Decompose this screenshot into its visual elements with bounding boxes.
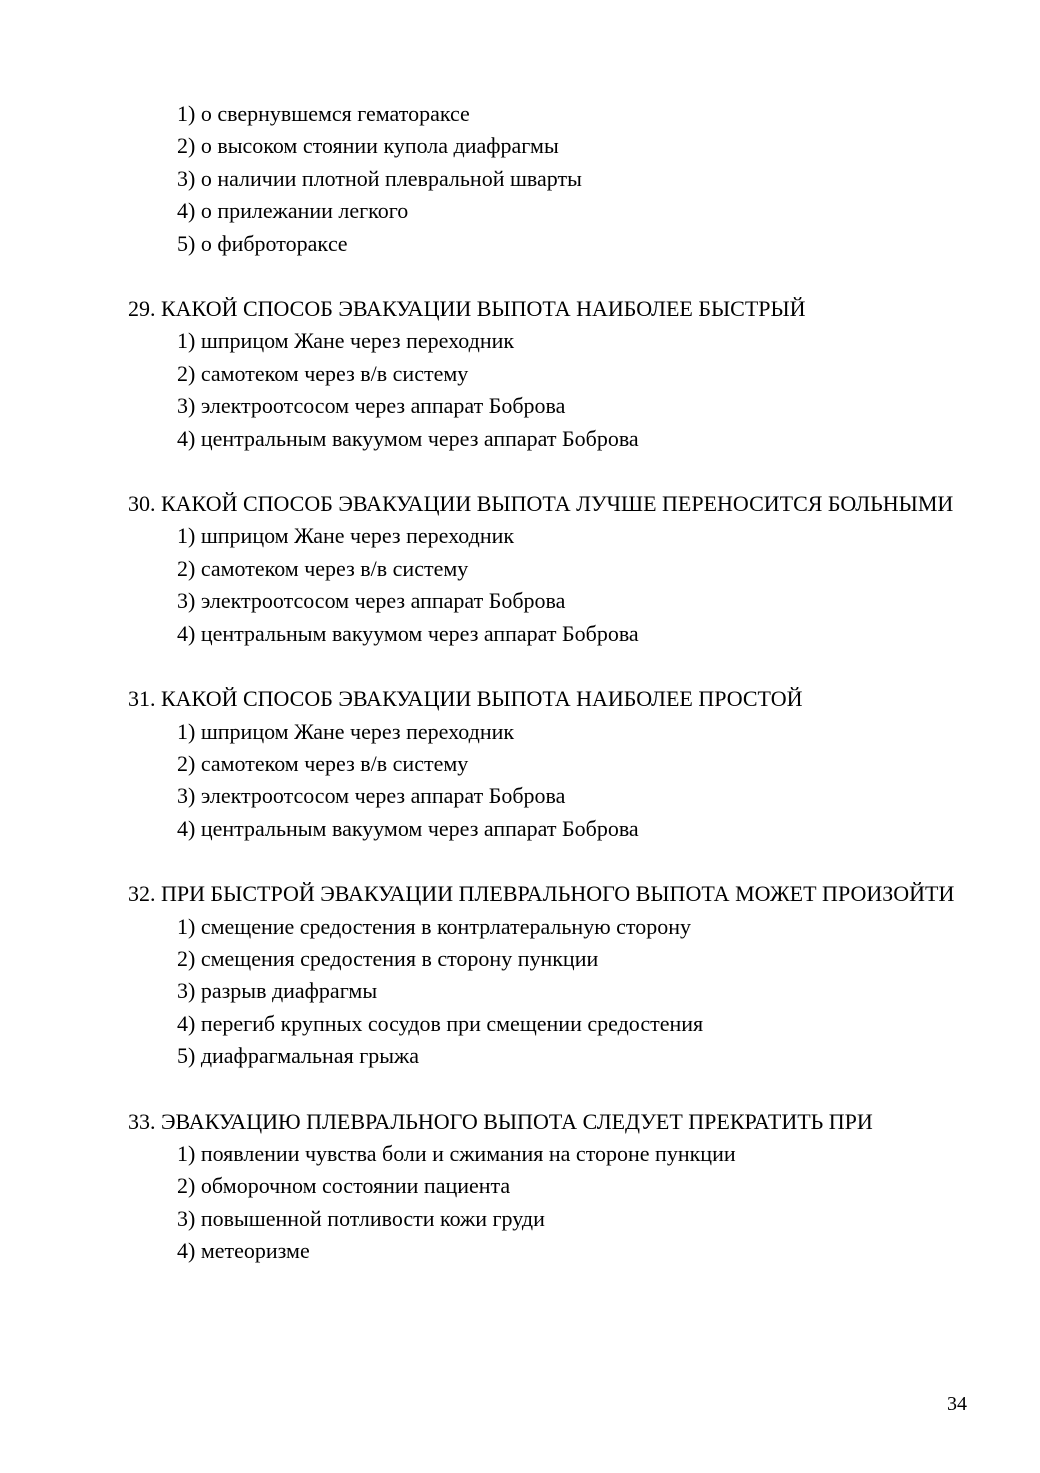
answer-option: 3) повышенной потливости кожи груди	[177, 1205, 545, 1231]
options-list	[128, 1138, 968, 1268]
answer-option: 3) электроотсосом через аппарат Боброва	[177, 393, 566, 419]
answer-option: 4) перегиб крупных сосудов при смещении средостения	[177, 1010, 704, 1036]
question-33	[128, 1106, 968, 1268]
answer-option: 4) метеоризме	[177, 1238, 310, 1264]
answer-option: 2) о высоком стоянии купола диафрагмы	[177, 133, 559, 159]
options-list	[128, 325, 968, 455]
answer-option: 2) смещения средостения в сторону пункции	[177, 945, 599, 971]
answer-option: 2) самотеком через в/в систему	[177, 750, 469, 776]
question-31	[128, 683, 968, 845]
options-list	[128, 716, 968, 846]
answer-option: 2) самотеком через в/в систему	[177, 360, 469, 386]
question-29	[128, 293, 968, 455]
answer-option: 1) о свернувшемся гематораксе	[177, 101, 470, 126]
question-title: 31. КАКОЙ СПОСОБ ЭВАКУАЦИИ ВЫПОТА НАИБОЛЕЕ ПРОСТОЙ	[128, 686, 803, 712]
answer-option: 3) разрыв диафрагмы	[177, 978, 378, 1004]
question-title: 29. КАКОЙ СПОСОБ ЭВАКУАЦИИ ВЫПОТА НАИБОЛЕЕ БЫСТРЫЙ	[128, 296, 806, 322]
answer-option: 1) шприцом Жане через переходник	[177, 718, 515, 744]
answer-option: 4) центральным вакуумом через аппарат Боброва	[177, 815, 639, 841]
answer-option: 1) шприцом Жане через переходник	[177, 523, 515, 549]
document-page	[128, 98, 968, 1268]
answer-option: 3) электроотсосом через аппарат Боброва	[177, 783, 566, 809]
answer-option: 2) обморочном состоянии пациента	[177, 1173, 511, 1199]
answer-option: 4) центральным вакуумом через аппарат Боброва	[177, 620, 639, 646]
page-number: 34	[947, 1393, 967, 1415]
answer-option: 4) центральным вакуумом через аппарат Боброва	[177, 425, 639, 451]
question-title: 30. КАКОЙ СПОСОБ ЭВАКУАЦИИ ВЫПОТА ЛУЧШЕ ПЕРЕНОСИТСЯ БОЛЬНЫМИ	[128, 491, 954, 517]
answer-option: 1) появлении чувства боли и сжимания на стороне пункции	[177, 1140, 736, 1166]
options-list	[128, 911, 968, 1073]
question-title: 33. ЭВАКУАЦИЮ ПЛЕВРАЛЬНОГО ВЫПОТА СЛЕДУЕТ ПРЕКРАТИТЬ ПРИ	[128, 1108, 873, 1134]
continued-options-list	[128, 98, 968, 260]
answer-option: 4) о прилежании легкого	[177, 198, 409, 224]
answer-option: 1) смещение средостения в контрлатеральную сторону	[177, 913, 692, 939]
answer-option: 3) электроотсосом через аппарат Боброва	[177, 588, 566, 614]
answer-option: 3) о наличии плотной плевральной шварты	[177, 165, 582, 191]
question-32	[128, 878, 968, 1072]
answer-option: 5) диафрагмальная грыжа	[177, 1043, 419, 1069]
question-title: 32. ПРИ БЫСТРОЙ ЭВАКУАЦИИ ПЛЕВРАЛЬНОГО ВЫПОТА МОЖЕТ ПРОИЗОЙТИ	[128, 881, 955, 907]
answer-option: 2) самотеком через в/в систему	[177, 555, 469, 581]
options-list	[128, 520, 968, 650]
question-30	[128, 488, 968, 650]
answer-option: 1) шприцом Жане через переходник	[177, 328, 515, 354]
answer-option: 5) о фиброторакce	[177, 230, 348, 256]
